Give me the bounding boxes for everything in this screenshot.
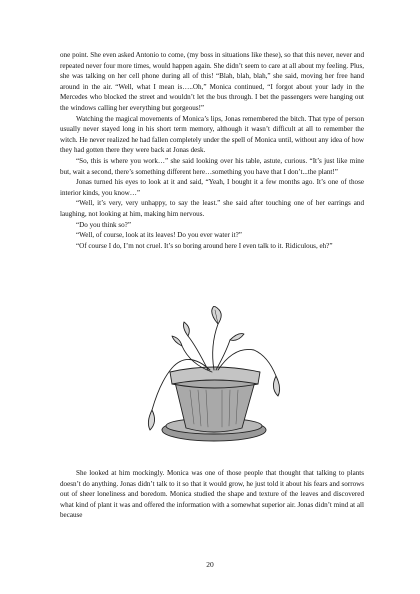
paragraph: one point. She even asked Antonio to come, (my boss in situations like these), so that this never, never and repeated never four more times, would happen again. She didn’t seem to care at all about my feeling. Plus, she was talking on her cell phone during all of this! “Blah, blah, blah,” she said, moving her free hand around in the air. “Well, what I mean is…..Oh,” Monica continued, “I forgot about your lady in the Mercedes who blocked the street and wouldn’t let the bus through. I bet the passengers were hanging out the windows calling her everything but gorgeous!” <box>60 51 364 112</box>
paragraph: She looked at him mockingly. Monica was one of those people that thought that talking to plants doesn’t do anything. Jonas didn’t talk to it so that it would grow, he just told it about his fears and sorrows out of sheer loneliness and boredom. Monica studied the shape and texture of the leaves and discovered what kind of plant it was and offered the information with a somewhat superior air. Jonas didn’t mind at all because <box>60 469 364 520</box>
body-text-top <box>60 50 364 251</box>
paragraph: Watching the magical movements of Monica’s lips, Jonas remembered the bitch. That type of person usually never stayed long in his short term memory, although it wasn’t difficult at all to remember the witch. He never realized he had fallen completely under the spell of Monica until, without any idea of how they had gotten there they were back at Jonas desk. <box>60 114 364 155</box>
paragraph: “Do you think so?” <box>76 220 131 229</box>
page-number: 20 <box>206 560 214 569</box>
paragraph: “Well, it’s very, very unhappy, to say the least.” she said after touching one of her earrings and laughing, not looking at him, making him nervous. <box>60 199 364 218</box>
paragraph: “So, this is where you work…” she said looking over his table, astute, curious. “It’s just like mine but, wait a second, there’s something different here…something you have that I don’t...the plant!” <box>60 156 364 176</box>
body-text-bottom <box>60 468 364 521</box>
paragraph: “Of course I do, I’m not cruel. It’s so boring around here I even talk to it. Ridiculous, eh?” <box>76 241 333 250</box>
paragraph: Jonas turned his eyes to look at it and said, “Yeah, I bought it a few months ago. It’s one of those interior kinds, you know…” <box>60 178 364 197</box>
wilted-plant-illustration <box>130 306 290 461</box>
paragraph: “Well, of course, look at its leaves! Do you ever water it?” <box>76 231 242 240</box>
